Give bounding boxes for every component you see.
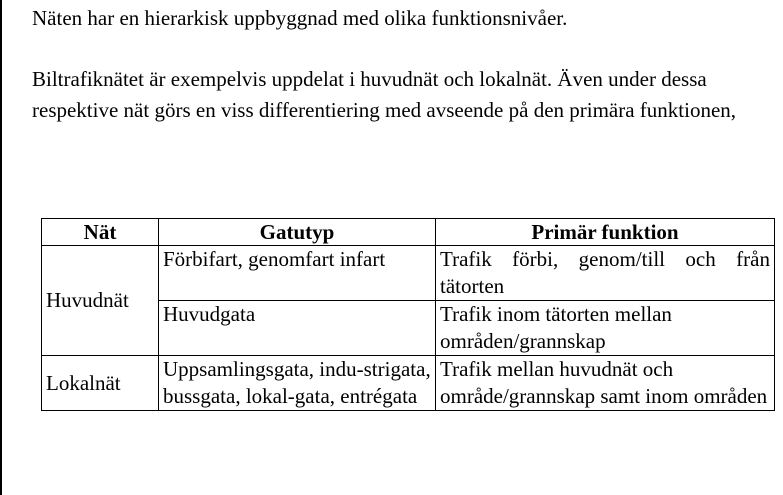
function-cell: Trafik mellan huvudnät och område/grannskap samt inom områden <box>436 356 775 411</box>
network-table <box>41 218 775 411</box>
intro-paragraph: Näten har en hierarkisk uppbyggnad med olika funktionsnivåer. <box>32 6 568 30</box>
street-type-cell: Förbifart, genomfart infart <box>159 246 436 301</box>
header-nat: Nät <box>42 219 159 246</box>
street-type-cell: Uppsamlingsgata, indu-strigata, bussgata, lokal-gata, entrégata <box>159 356 436 411</box>
street-type-cell: Huvudgata <box>159 301 436 356</box>
net-cell-huvudnat: Huvudnät <box>42 246 159 356</box>
function-cell: Trafik förbi, genom/till och från tätorten <box>436 246 775 301</box>
header-gatutyp: Gatutyp <box>159 219 436 246</box>
function-cell: Trafik inom tätorten mellan områden/grannskap <box>436 301 775 356</box>
header-primar-funktion: Primär funktion <box>436 219 775 246</box>
description-paragraph: Biltrafiknätet är exempelvis uppdelat i huvudnät och lokalnät. Även under dessa respektive nät görs en viss differentiering med avseende på den primära funktionen, <box>32 67 737 122</box>
net-cell-lokalnat: Lokalnät <box>42 356 159 411</box>
table-row <box>42 356 775 411</box>
table-header-row <box>42 219 775 246</box>
table-row <box>42 246 775 301</box>
